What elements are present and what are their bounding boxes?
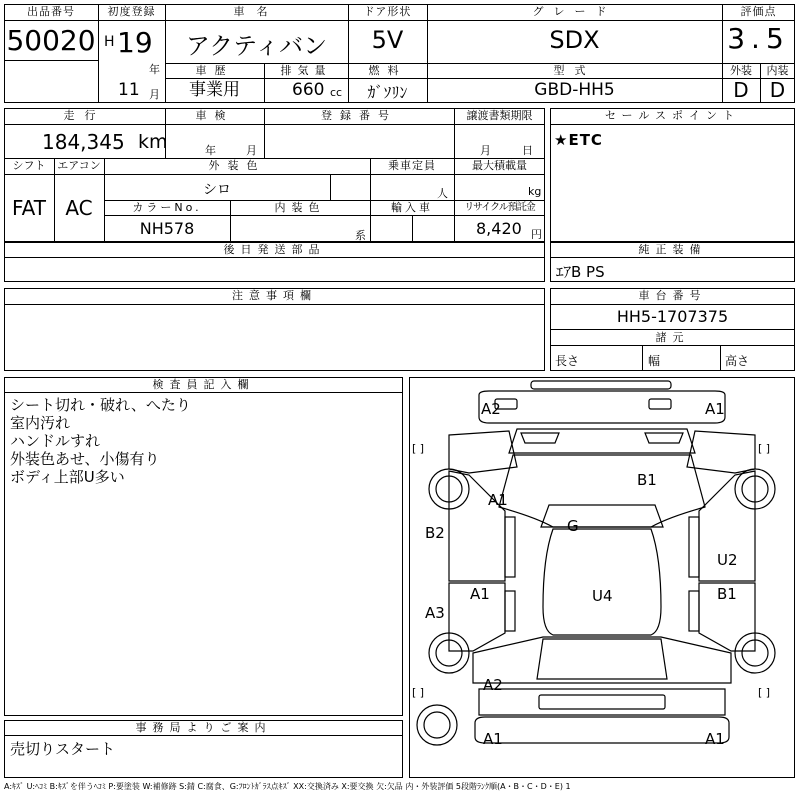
diagram-bracket: [ ] — [412, 442, 425, 455]
shift-label: シフト — [12, 159, 46, 172]
sales-point-section — [550, 108, 795, 242]
aircon-label: エアコン — [57, 159, 101, 172]
transfer-deadline-label: 譲渡書類期限 — [466, 109, 533, 122]
mileage-unit: km — [138, 131, 168, 153]
damage-mark: A1 — [705, 730, 725, 748]
history-label: 車歴 — [195, 64, 234, 77]
lot-number: 50020 — [6, 24, 96, 57]
inspector-remark: ハンドルすれ — [10, 432, 101, 450]
later-parts-label: 後日発送部品 — [223, 243, 326, 256]
inspector-remark: 室内汚れ — [10, 414, 71, 432]
registration-era: H — [104, 34, 115, 50]
registration-month: 11 — [118, 80, 140, 100]
inspection-label: 車検 — [195, 109, 234, 122]
registration-year-unit: 年 — [149, 63, 160, 76]
aircon: AC — [65, 196, 93, 220]
exterior-color: シロ — [203, 182, 231, 198]
car-outline-diagram — [409, 377, 795, 778]
interior-label: 内装 — [766, 64, 789, 77]
exterior-color-label: 外装色 — [208, 159, 266, 172]
inspector-remark: シート切れ・破れ、へたり — [10, 396, 191, 414]
lot-number-label: 出品番号 — [27, 5, 75, 18]
max-load-unit: kg — [528, 185, 542, 198]
damage-mark: G — [567, 517, 579, 535]
damage-mark: U4 — [592, 587, 613, 605]
sales-point: ★ETC — [554, 131, 603, 149]
damage-mark: B1 — [717, 585, 737, 603]
capacity-label: 乗車定員 — [388, 159, 436, 172]
details-section — [4, 108, 545, 242]
registration-number-label: 登録番号 — [321, 109, 397, 122]
model-code-label: 型式 — [553, 64, 596, 77]
damage-mark: A2 — [481, 400, 501, 418]
chassis-number: HH5-1707375 — [616, 307, 729, 326]
damage-mark: U2 — [717, 551, 738, 569]
exterior-grade: D — [733, 78, 749, 102]
max-load-label: 最大積載量 — [472, 159, 527, 172]
door-type: 5V — [371, 26, 404, 54]
transfer-day-unit: 日 — [522, 144, 533, 157]
displacement-unit: cc — [330, 86, 343, 99]
color-number-label: カラーNo. — [132, 201, 202, 214]
displacement-label: 排気量 — [280, 64, 332, 77]
diagram-bracket: [ ] — [412, 686, 425, 699]
recycle-fee: 8,420 — [476, 219, 522, 238]
inspection-year-unit: 年 — [205, 144, 216, 157]
auction-score: 3.5 — [727, 22, 790, 55]
inspector-title: 検査員記入欄 — [152, 378, 255, 391]
damage-mark: A1 — [470, 585, 490, 603]
damage-mark: A3 — [425, 604, 445, 622]
damage-mark: A1 — [483, 730, 503, 748]
chassis-number-label: 車台番号 — [638, 289, 707, 302]
grade-label: グレード — [532, 5, 617, 18]
score-label: 評価点 — [740, 5, 777, 18]
recycle-fee-label: リサイクル預託金 — [464, 202, 535, 213]
dimensions-label: 諸元 — [655, 331, 690, 344]
car-name-label: 車名 — [233, 5, 280, 18]
damage-legend: A:ｷｽﾞ U:ﾍｺﾐ B:ｷｽﾞを伴うﾍｺﾐ P:要塗装 W:補修跡 S:錆 C:腐食、G:ﾌﾛﾝﾄｶﾞﾗｽ点ｷｽﾞ XX:交換済み X:要交換 欠:欠品 内・外装評価 5段階ﾗﾝｸ順(A・B・C・D・E) 1 — [4, 782, 571, 791]
first-registration-label: 初度登録 — [107, 5, 156, 18]
damage-mark: A2 — [483, 676, 503, 694]
damage-mark: B1 — [637, 471, 657, 489]
color-number: NH578 — [139, 219, 195, 238]
fuel-label: 燃料 — [368, 64, 407, 77]
exterior-label: 外装 — [730, 64, 752, 77]
grade: SDX — [549, 26, 600, 54]
mileage: 184,345 — [42, 130, 125, 154]
vehicle-history: 事業用 — [189, 80, 240, 100]
genuine-equipment: ｴｱB PS — [556, 263, 605, 281]
sales-point-label: セールスポイント — [604, 109, 740, 122]
diagram-bracket: [ ] — [758, 686, 771, 699]
equipment-label: 純正装備 — [638, 243, 707, 256]
inspector-remark: 外装色あせ、小傷有り — [10, 450, 160, 468]
interior-grade: D — [769, 78, 786, 102]
shift-type: FAT — [11, 196, 46, 220]
model-code: GBD-HH5 — [534, 80, 615, 100]
recycle-fee-unit: 円 — [531, 228, 542, 241]
import-label: 輸入車 — [391, 201, 433, 214]
inspection-month-unit: 月 — [246, 144, 257, 157]
interior-color-unit: 系 — [355, 229, 366, 242]
damage-mark: B2 — [425, 524, 445, 542]
notes-label: 注意事項欄 — [232, 289, 317, 302]
damage-mark: A1 — [488, 491, 508, 509]
damage-mark: A1 — [705, 400, 725, 418]
car-name: アクティバン — [185, 32, 328, 60]
door-type-label: ドア形状 — [363, 5, 412, 18]
interior-color-label: 内装色 — [274, 201, 326, 214]
mileage-label: 走行 — [63, 109, 106, 122]
inspector-remark: ボディ上部U多い — [10, 468, 125, 486]
length-label: 長さ — [555, 354, 580, 368]
displacement: 660 — [292, 80, 325, 100]
registration-year: 19 — [117, 26, 153, 59]
capacity-unit: 人 — [437, 187, 448, 200]
registration-month-unit: 月 — [149, 88, 160, 101]
office-title: 事務局よりご案内 — [135, 721, 272, 734]
width-label: 幅 — [648, 354, 661, 368]
diagram-bracket: [ ] — [758, 442, 771, 455]
fuel-type: ｶﾞｿﾘﾝ — [367, 83, 408, 102]
height-label: 高さ — [725, 354, 750, 368]
office-message: 売切りスタート — [10, 740, 116, 758]
transfer-month-unit: 月 — [480, 144, 491, 157]
